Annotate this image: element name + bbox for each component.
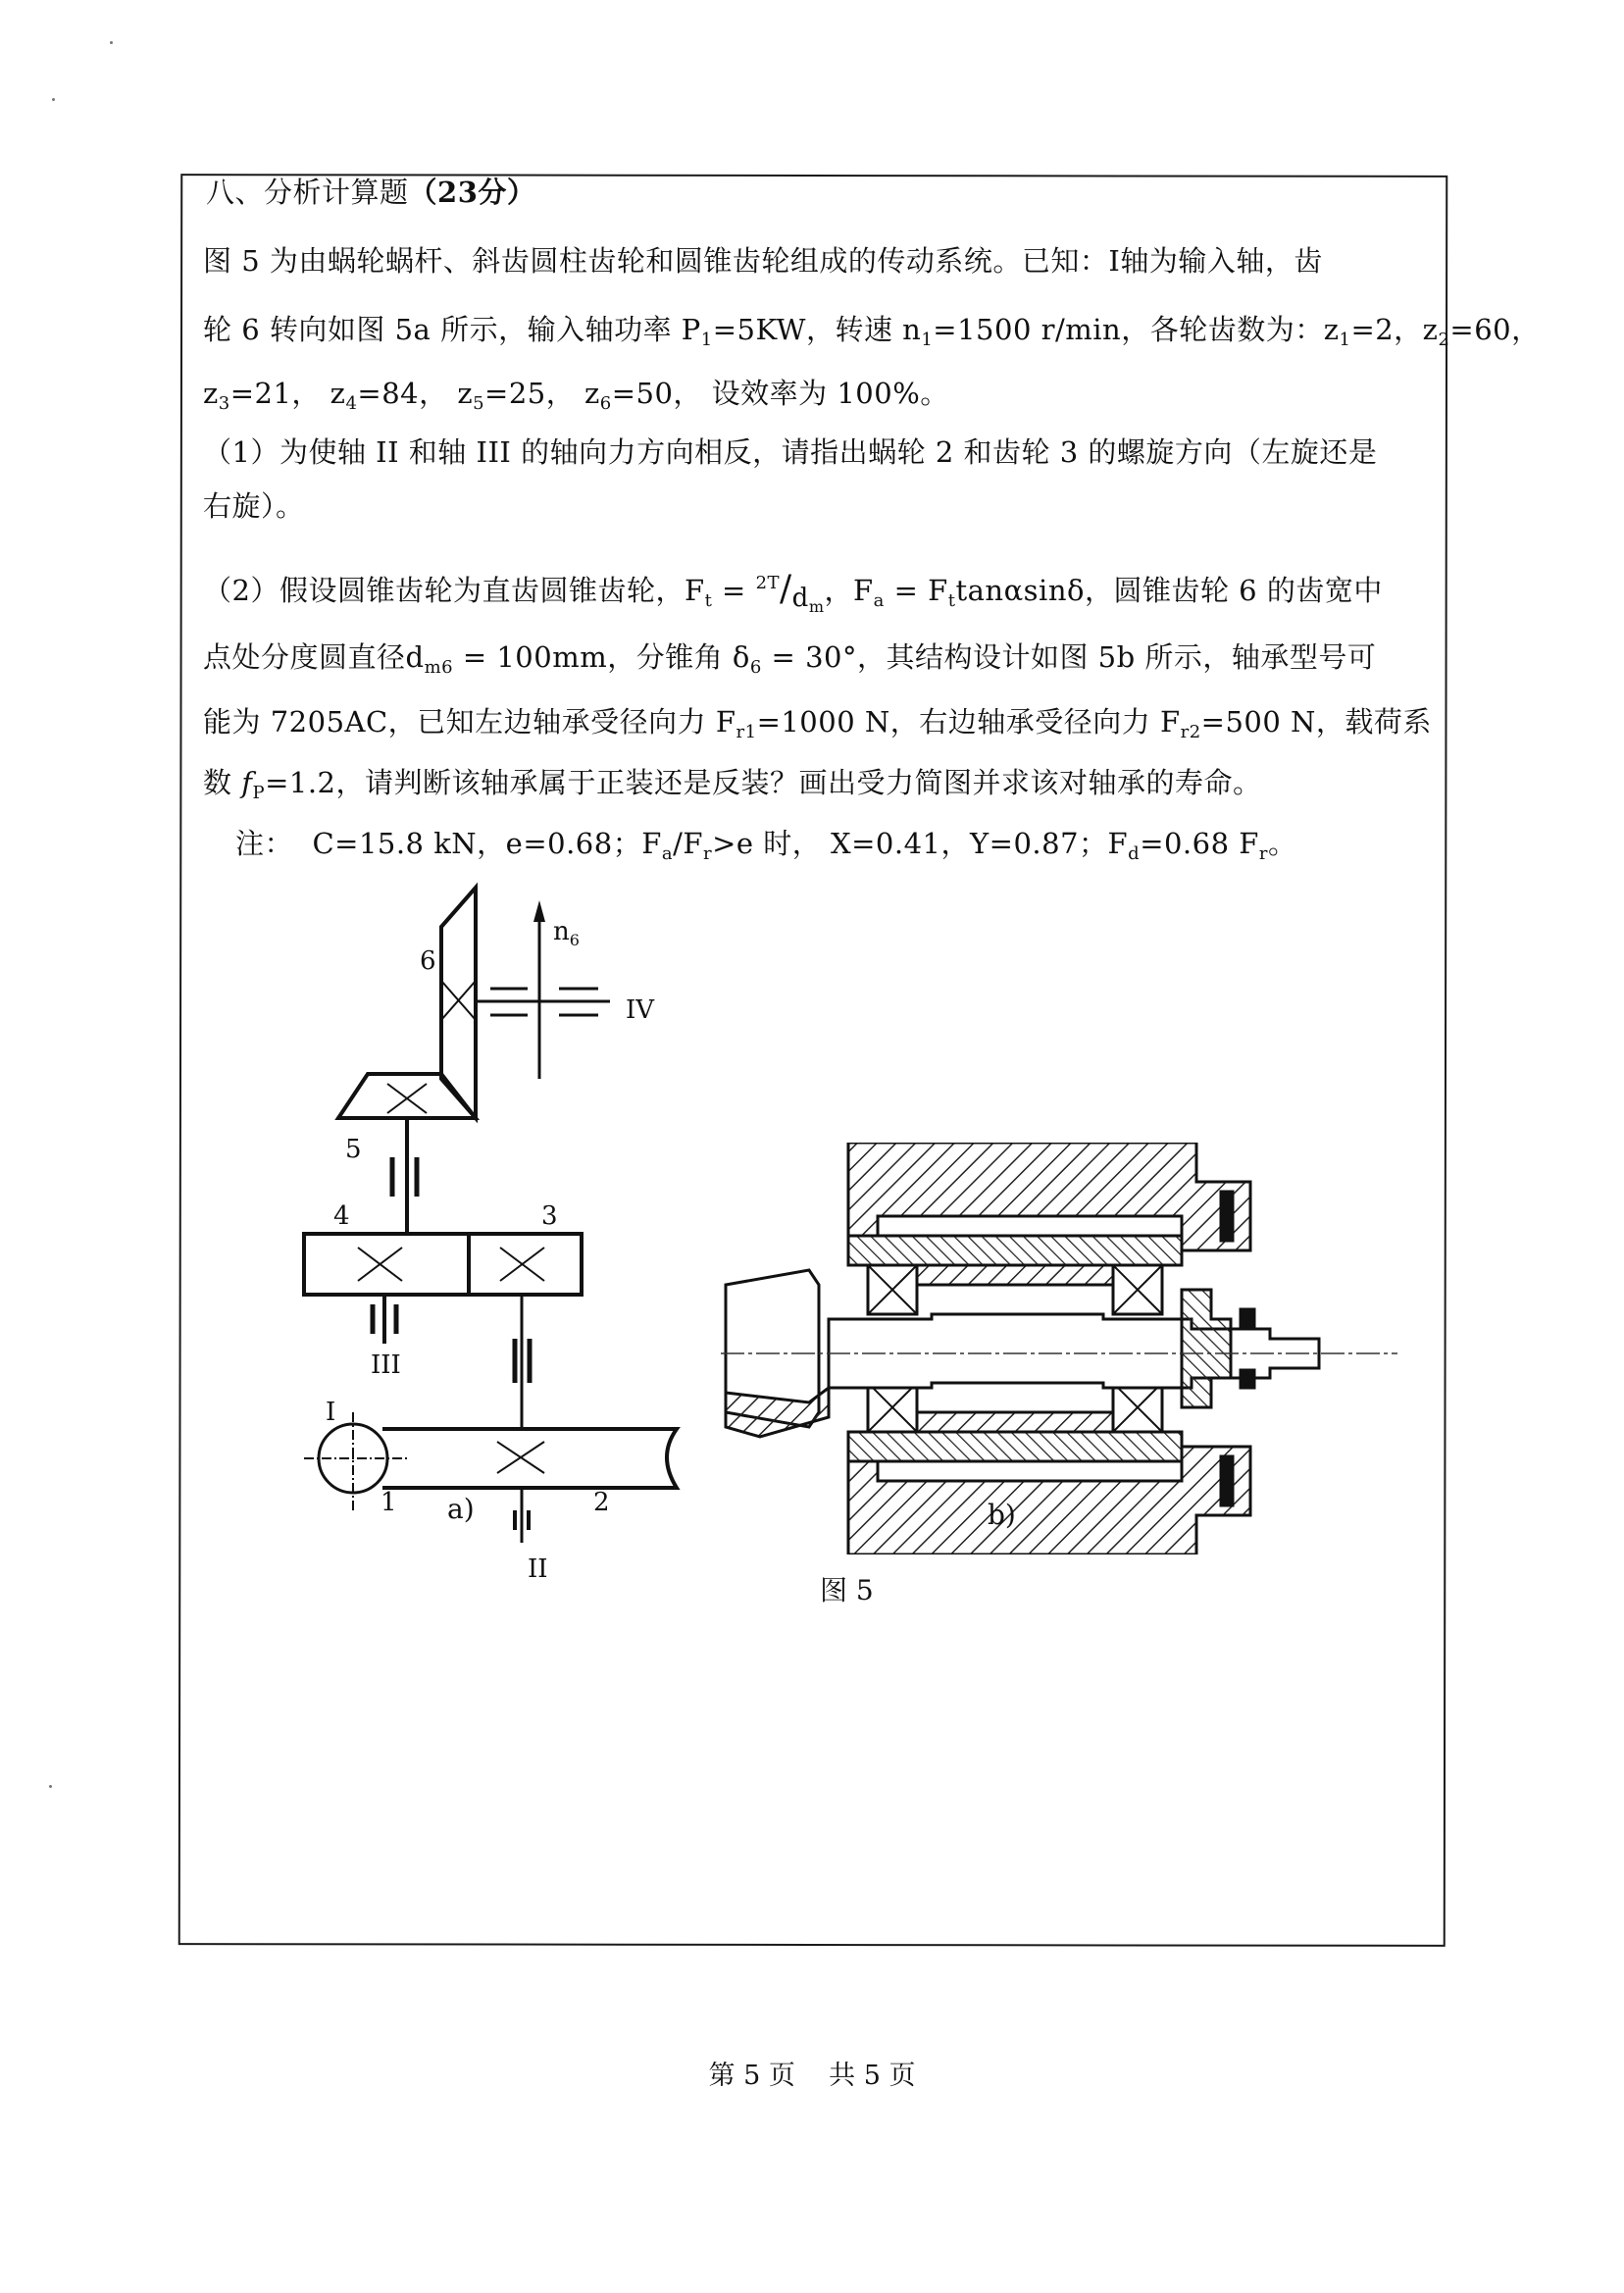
figure-caption: 图 5 xyxy=(820,1574,874,1606)
figure-5a-caption: a) xyxy=(447,1493,475,1525)
sleeve-bottom xyxy=(848,1432,1182,1461)
current-page: 第 5 页 xyxy=(708,2061,795,2091)
label-n6: $n_6$ xyxy=(553,917,580,949)
label-shaft-i: I xyxy=(326,1398,336,1427)
label-shaft-iv: IV xyxy=(626,995,655,1025)
gear-3 xyxy=(469,1234,582,1295)
label-gear-3: 3 xyxy=(541,1201,558,1231)
section-number: 八、 xyxy=(206,176,265,209)
question-1-line-2: 右旋）。 xyxy=(203,489,305,523)
label-gear-2: 2 xyxy=(593,1488,610,1517)
scan-speck xyxy=(110,41,113,44)
label-gear-6: 6 xyxy=(420,946,436,976)
figure-5b-caption: b) xyxy=(988,1499,1016,1531)
end-cap xyxy=(1182,1290,1231,1407)
label-shaft-ii: II xyxy=(528,1554,548,1584)
label-gear-5: 5 xyxy=(345,1135,362,1164)
problem-line-2: 轮 6 转向如图 5a 所示，输入轴功率 $P_1=5KW$，转速 $n_1=1500$ r/min，各轮齿数为：$z_1=2$，$z_2=60$， xyxy=(203,313,1541,350)
question-2-line-1: （2）假设圆锥齿轮为直齿圆锥齿轮，$F_t = ^{2T}/d_m$，$F_a = F_t\tan\alpha\sin\delta$，圆锥齿轮 6 的齿宽中 xyxy=(203,569,1383,616)
label-shaft-iii: III xyxy=(371,1350,401,1380)
section-title: 分析计算题 xyxy=(264,176,409,209)
problem-line-3: $z_3=21$， $z_4=84$， $z_5=25$， $z_6=50$， 设效率为 100%。 xyxy=(203,377,949,414)
scan-speck xyxy=(52,98,55,101)
seal-top xyxy=(1221,1192,1233,1241)
section-heading xyxy=(206,175,535,210)
label-gear-1: 1 xyxy=(381,1488,397,1517)
question-2-line-3: 能为 7205AC，已知左边轴承受径向力 $F_{r1}=1000$ N，右边轴承受径向力 $F_{r2}=500$ N，载荷系 xyxy=(203,705,1432,742)
figure-5b-bearing-assembly xyxy=(721,1143,1397,1554)
gear-4 xyxy=(304,1234,469,1295)
total-pages: 共 5 页 xyxy=(829,2061,916,2091)
sleeve-top xyxy=(848,1236,1182,1265)
seal-bottom xyxy=(1221,1456,1233,1505)
note-label: 注： xyxy=(235,827,294,860)
problem-line-1: 图 5 为由蜗轮蜗杆、斜齿圆柱齿轮和圆锥齿轮组成的传动系统。已知：Ⅰ轴为输入轴，齿 xyxy=(203,244,1323,278)
section-points: （23分） xyxy=(408,176,536,209)
label-gear-4: 4 xyxy=(333,1201,350,1231)
note-line: 注： C=15.8 kN，e=0.68；$F_a/F_r>e$ 时， X=0.41，Y=0.87；$F_d=0.68$ $F_r$。 xyxy=(235,827,1297,864)
scan-speck xyxy=(49,1785,52,1788)
question-2-line-4: 数 $f_P=1.2$，请判断该轴承属于正装还是反装？画出受力简图并求该对轴承的寿命。 xyxy=(203,766,1262,803)
figure-5a-transmission-schematic xyxy=(294,873,686,1599)
page-footer xyxy=(0,2054,1624,2092)
question-1-line-1: （1）为使轴 II 和轴 III 的轴向力方向相反，请指出蜗轮 2 和齿轮 3 的螺旋方向（左旋还是 xyxy=(203,435,1378,469)
worm-wheel-2 xyxy=(382,1429,677,1488)
question-2-line-2: 点处分度圆直径$d_{m6} = 100mm$，分锥角 $\delta_6 = 30^\circ$，其结构设计如图 5b 所示，轴承型号可 xyxy=(203,640,1377,678)
